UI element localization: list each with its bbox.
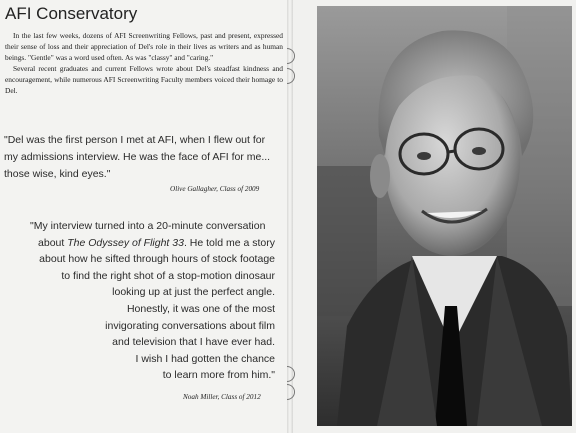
intro-text [5,30,283,96]
quote-attribution: Noah Miller, Class of 2012 [183,393,261,401]
quote-line: "My interview turned into a 20-minute conversation [30,220,266,232]
intro-paragraph-2: Several recent graduates and current Fellows wrote about Del's steadfast kindness and encouragement, while numerous AFI Screenwriting Faculty members voiced their homage to Del. [5,64,283,95]
quote-line: those wise, kind eyes." [4,168,111,180]
quote-line: I wish I had gotten the chance [135,352,275,365]
quote-line: "Del was the first person I met at AFI, when I flew out for [4,134,266,146]
page-heading: AFI Conservatory [5,4,138,23]
quote-line: about how he sifted through hours of stock footage [39,253,275,266]
quote-line: about The Odyssey of Flight 33. He told me a story [38,236,275,249]
intro-paragraph-1: In the last few weeks, dozens of AFI Screenwriting Fellows, past and present, expressed their sense of loss and their appreciation of Del's role in their lives as writers and as human beings. "Gentle" was a word used often. As was "classy" and "caring." [5,31,283,62]
quote-olive-gallagher [4,132,286,183]
portrait-photo [317,6,572,426]
quote-noah-miller [30,218,275,384]
quote-line: to learn more from him." [162,369,275,382]
quote-line: my admissions interview. He was the face of AFI for me... [4,151,271,163]
quote-line: looking up at just the perfect angle. [112,286,275,299]
quote-line: and television that I have ever had. [112,336,275,349]
quote-attribution: Olive Gallagher, Class of 2009 [170,185,260,193]
quote-line: to find the right shot of a stop-motion dinosaur [61,269,275,282]
quote-line: Honestly, it was one of the most [126,302,275,315]
quote-line: invigorating conversations about film [105,319,275,332]
film-title: The Odyssey of Flight 33 [67,236,184,249]
